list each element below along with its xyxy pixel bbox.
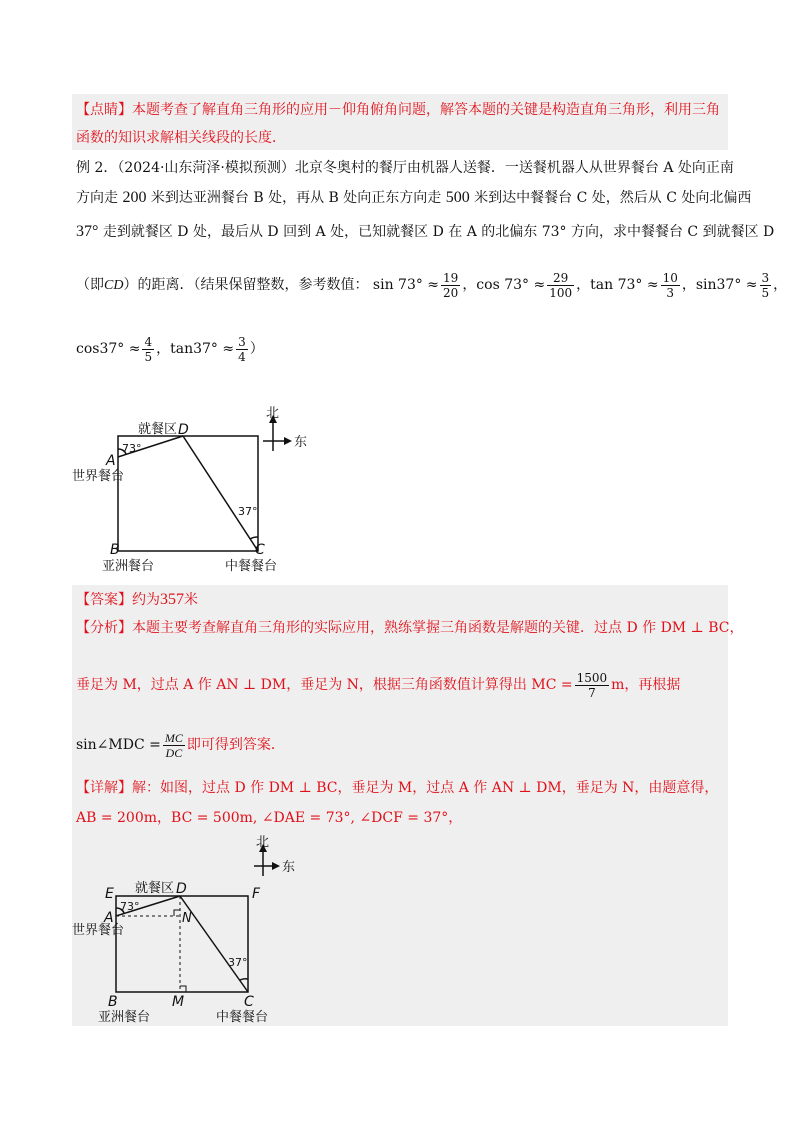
point-e-label: E xyxy=(105,886,114,902)
angle-73-label: 73° xyxy=(122,442,142,455)
point-a-label: A xyxy=(106,453,116,469)
figure-2 xyxy=(72,834,320,1025)
answer-value: 357 xyxy=(160,591,184,608)
point-d-label: D xyxy=(178,422,189,438)
answer-tag: 【答案】 xyxy=(76,592,132,608)
frac-cos73: $\frac{29}{100}$ xyxy=(549,270,573,300)
north-label: 北 xyxy=(266,406,280,421)
world-label: 世界餐台 xyxy=(72,923,125,938)
angle-37-label: 37° xyxy=(238,505,258,518)
chinese-label: 中餐餐台 xyxy=(225,559,278,574)
world-label: 世界餐台 xyxy=(72,469,125,484)
dining-label: 就餐区 xyxy=(135,881,175,896)
example-line-1: 例 2．（2024·山东菏泽·模拟预测）北京冬奥村的餐厅由机器人送餐．一送餐机器人从世界餐台 A 处向正南 xyxy=(76,160,734,176)
angle-37-arc xyxy=(250,537,258,539)
point-d-label: D xyxy=(176,881,187,897)
example-line-5: cos37° ≈ $\frac{4}{5}$ ，tan37° ≈ $\frac{3}{4}$ ） xyxy=(76,334,264,364)
analysis-line-3: sin∠MDC = $\frac{MC}{DC}$ 即可得到答案． xyxy=(76,730,285,760)
analysis-tag: 【分析】 xyxy=(76,620,132,636)
dining-label: 就餐区 xyxy=(138,422,178,437)
frac-tan73: $\frac{10}{3}$ xyxy=(662,270,678,300)
frac-sin37: $\frac{3}{5}$ xyxy=(761,270,770,300)
segment-dc xyxy=(183,436,258,551)
point-m-label: M xyxy=(172,994,185,1010)
detail-tag: 【详解】 xyxy=(76,780,132,796)
asia-label: 亚洲餐台 xyxy=(98,1010,151,1025)
detail-line-1: 【详解】解：如图，过点 D 作 DM ⊥ BC，垂足为 M，过点 A 作 AN ⊥ DM，垂足为 N，由题意得， xyxy=(76,780,719,796)
point-b-label: B xyxy=(108,994,118,1010)
point-c-label: C xyxy=(244,994,254,1010)
example-line-2: 方向走 200 米到达亚洲餐台 B 处，再从 B 处向正东方向走 500 米到达中餐餐台 C 处，然后从 C 处向北偏西 xyxy=(76,189,752,206)
chinese-label: 中餐餐台 xyxy=(216,1010,269,1025)
right-angle-n xyxy=(174,910,180,916)
angle-37-arc xyxy=(240,979,248,980)
point-a-label: A xyxy=(104,910,114,926)
north-label: 北 xyxy=(256,835,270,850)
point-n-label: N xyxy=(182,911,192,926)
analysis-line-2: 垂足为 M，过点 A 作 AN ⊥ DM，垂足为 N，根据三角函数值计算得出 MC = $\frac{1500}{7}$ m，再根据 xyxy=(76,670,681,700)
frac-sin73: $\frac{19}{20}$ xyxy=(443,270,459,300)
asia-label: 亚洲餐台 xyxy=(102,559,155,574)
point-c-label: C xyxy=(255,542,265,558)
example-line-4: （即CD）的距离．（结果保留整数，参考数值： sin 73° ≈ $\frac{19}{20}$ ，cos 73° ≈ $\frac{29}{100}$ ，tan 73° ≈ $\frac{10}{3}$ ，sin37° ≈ $\frac{3}{5}$ ， xyxy=(76,270,788,300)
east-arrowhead xyxy=(272,862,280,870)
frac-1500-7: $\frac{1500}{7}$ xyxy=(576,670,608,700)
dianjing-tag: 【点睛】 xyxy=(76,102,132,118)
right-angle-m xyxy=(180,986,186,992)
angle-73-label: 73° xyxy=(120,900,140,913)
analysis-line-1: 【分析】本题主要考查解直角三角形的实际应用，熟练掌握三角函数是解题的关键．过点 D 作 DM ⊥ BC， xyxy=(76,620,744,636)
point-b-label: B xyxy=(110,542,120,558)
east-label: 东 xyxy=(282,860,296,875)
detail-line-2: AB = 200m，BC = 500m, ∠DAE = 73°, ∠DCF = 37°， xyxy=(76,810,463,826)
angle-37-label: 37° xyxy=(228,956,248,969)
dianjing-line-1: 【点睛】本题考查了解直角三角形的应用－仰角俯角问题，解答本题的关键是构造直角三角形，利用三角 xyxy=(76,102,720,118)
figure-1 xyxy=(60,405,320,585)
east-label: 东 xyxy=(294,435,308,450)
answer-line: 【答案】约为357米 xyxy=(76,591,198,608)
example-line-3: 37° 走到就餐区 D 处，最后从 D 回到 A 处，已知就餐区 D 在 A 的北偏东 73° 方向，求中餐餐台 C 到就餐区 D xyxy=(76,223,775,240)
point-f-label: F xyxy=(252,886,261,902)
frac-cos37: $\frac{4}{5}$ xyxy=(144,334,153,364)
east-arrowhead xyxy=(284,437,292,445)
frac-tan37: $\frac{3}{4}$ xyxy=(238,334,246,364)
dianjing-line-2: 函数的知识求解相关线段的长度． xyxy=(76,130,286,146)
frac-mc-dc: $\frac{MC}{DC}$ xyxy=(164,730,183,760)
